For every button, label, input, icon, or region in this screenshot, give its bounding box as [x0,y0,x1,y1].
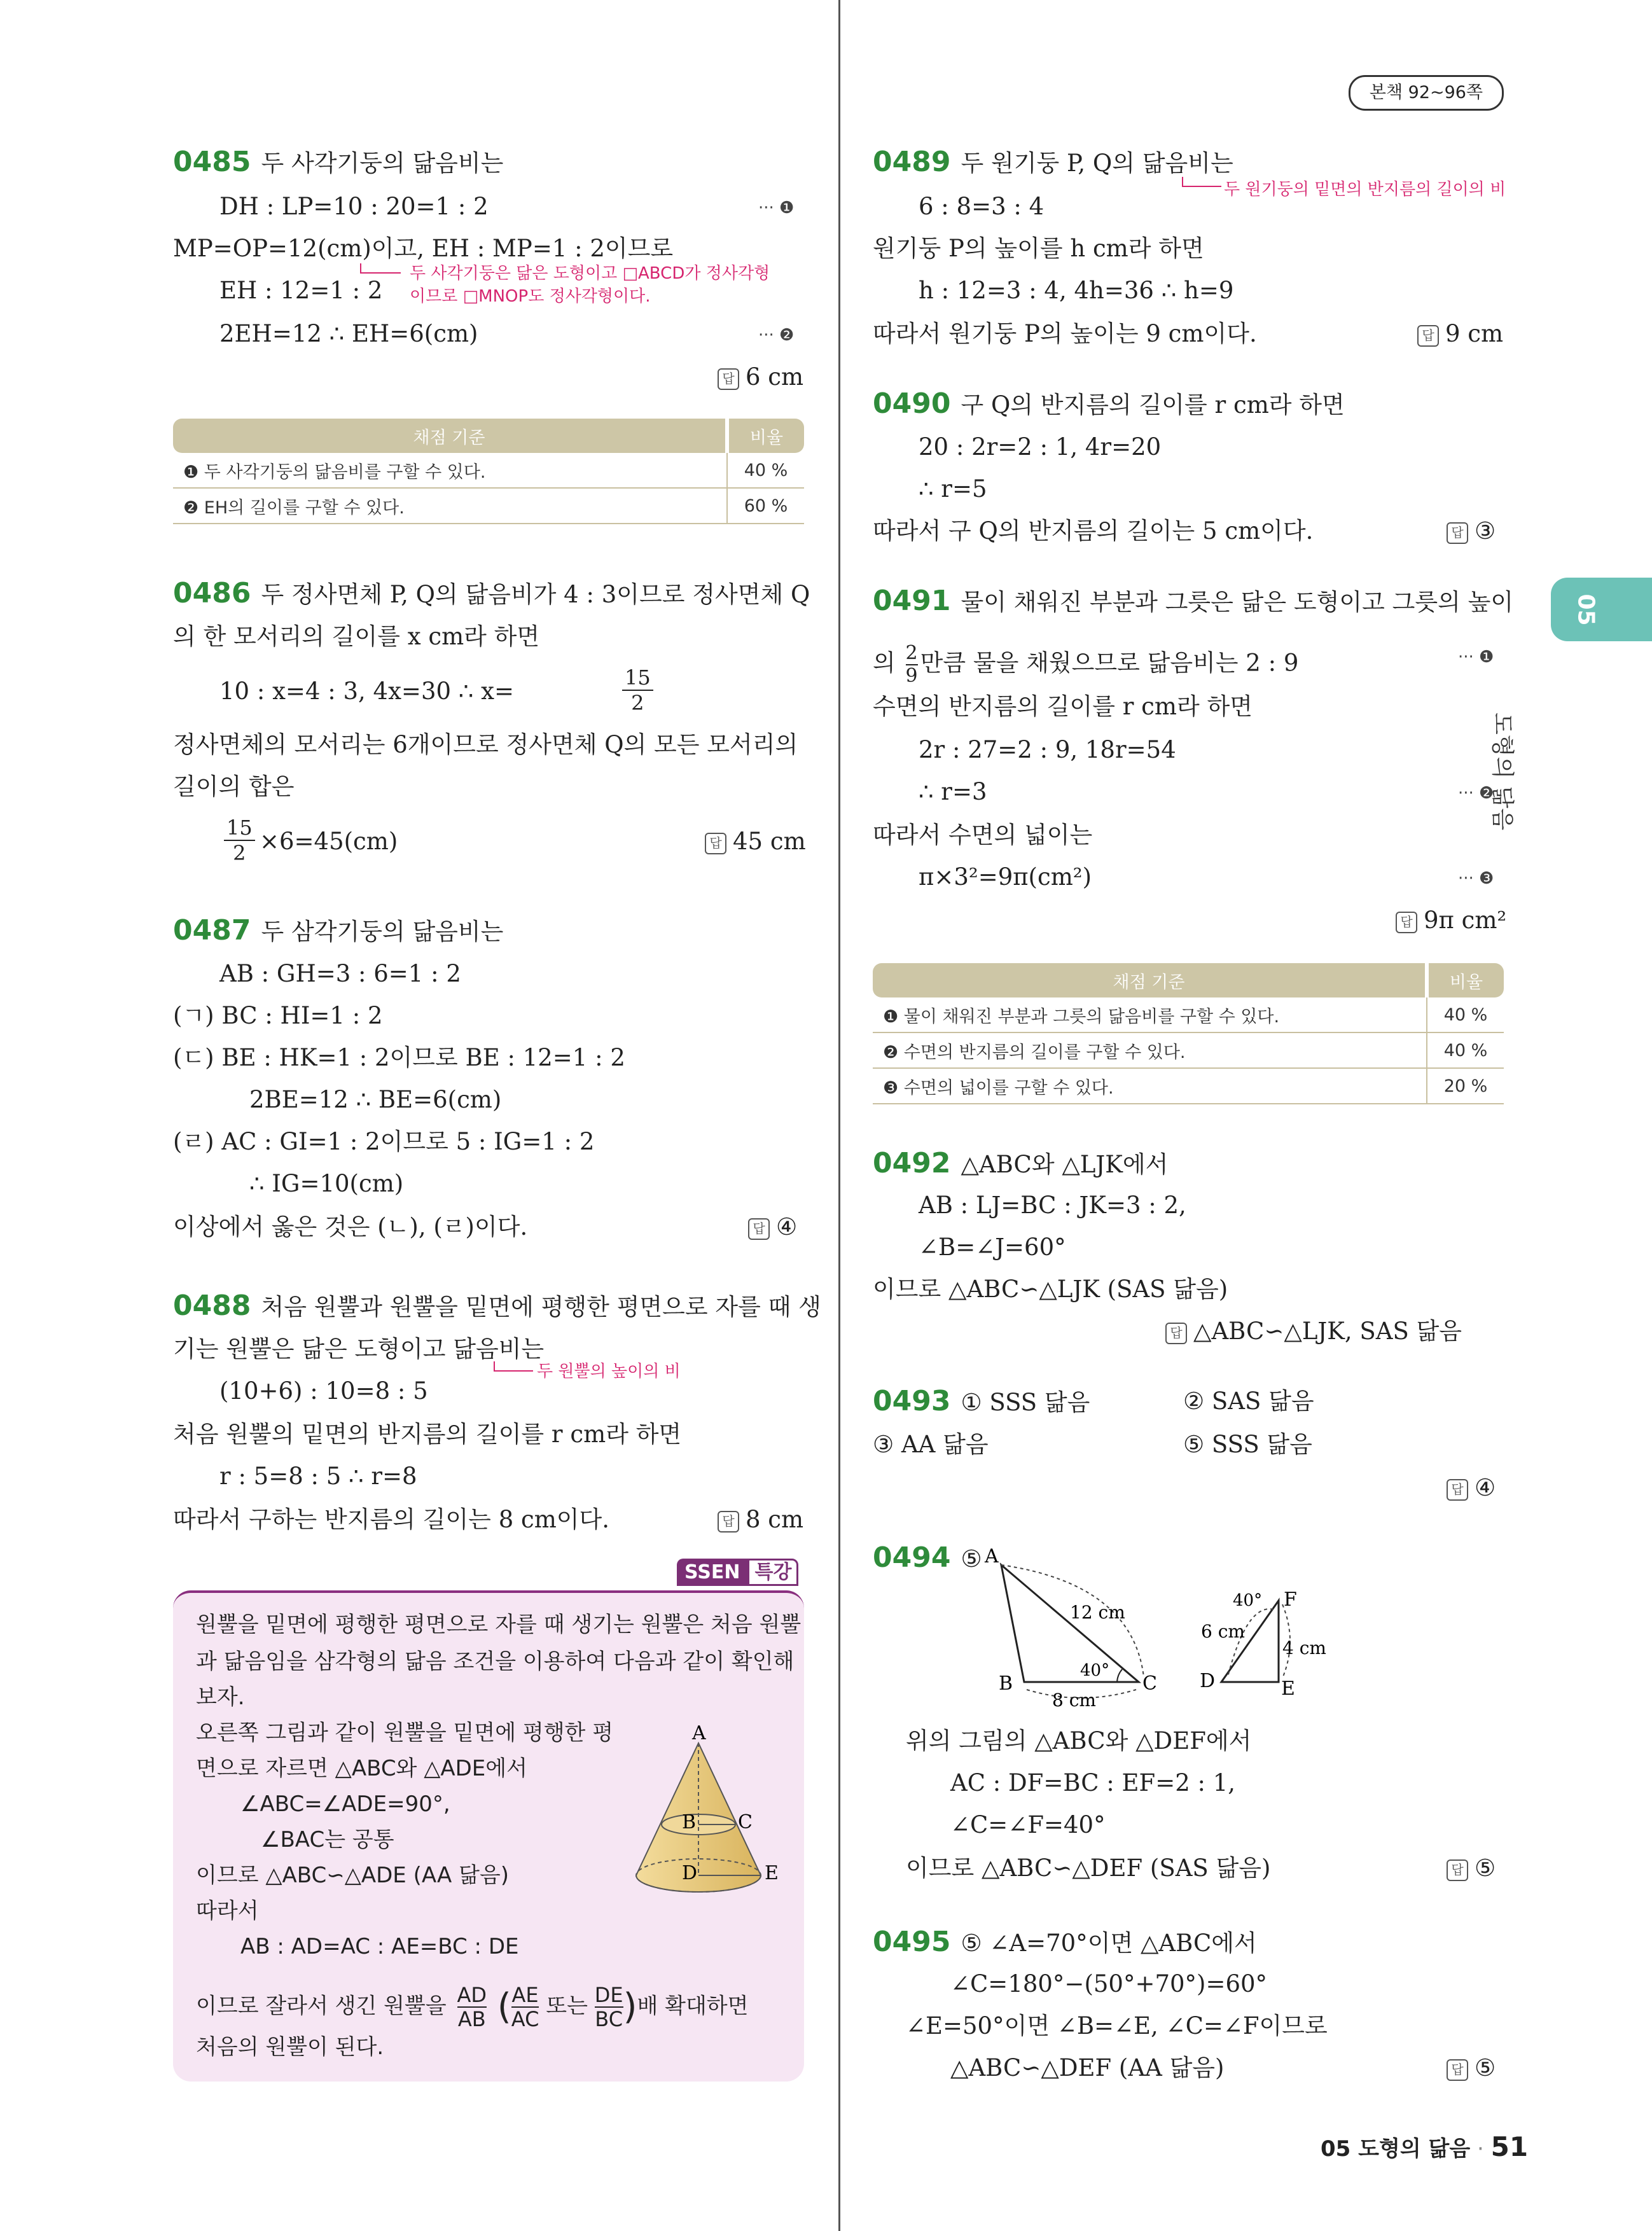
problem-number: 0493 [873,1385,951,1417]
solution-line: 수면의 반지름의 길이를 r cm라 하면 [873,693,1253,720]
solution-line: 정사면체의 모서리는 6개이므로 정사면체 Q의 모든 모서리의 [173,731,798,758]
table-row: ❶ 물이 채워진 부분과 그릇의 닮음비를 구할 수 있다. 40 % [873,997,1504,1032]
table-row: ❷ 수면의 반지름의 길이를 구할 수 있다. 40 % [873,1032,1504,1068]
solution-line: 따라서 수면의 넓이는 [873,821,1093,849]
answer: 답 45 cm [705,827,806,856]
problem-text: 물이 채워진 부분과 그릇은 닮은 도형이고 그릇의 높이 [961,588,1514,616]
solution-line: 이므로 △ABC∽△LJK (SAS 닮음) [873,1275,1228,1303]
solution-line: ∴ IG=10(cm) [249,1170,404,1197]
solution-line: 따라서 원기둥 P의 높이는 9 cm이다. [873,320,1257,347]
problem-number: 0486 [173,577,251,609]
solution-line: (ㄱ) BC : HI=1 : 2 [173,1002,383,1029]
label-d: D [1200,1670,1216,1692]
solution-line: 위의 그림의 △ABC와 △DEF에서 [906,1727,1252,1755]
solution-line: ∴ r=3 [919,778,987,805]
special-text: 오른쪽 그림과 같이 원뿔을 밑면에 평행한 평 [196,1720,614,1746]
problem-text: △ABC와 △LJK에서 [961,1151,1169,1178]
problem-0488-header [173,1291,821,1322]
chapter-side-tab [1551,578,1652,641]
solution-line: 이므로 △ABC∽△DEF (SAS 닮음) [906,1854,1271,1882]
solution-line: 기는 원뿔은 닮은 도형이고 닮음비는 [173,1335,545,1363]
problem-text: 두 정사면체 P, Q의 닮음비가 4 : 3이므로 정사면체 Q [261,581,810,608]
answer-icon: 답 [1447,2059,1468,2081]
problem-text: ⑤ ∠A=70°이면 △ABC에서 [961,1929,1257,1957]
annotation-note: 이므로 □MNOP도 정사각형이다. [410,287,651,306]
step-marker: ··· ❶ [758,198,795,218]
label-b: B [682,1811,697,1833]
solution-line: 2EH=12 ∴ EH=6(cm) [219,320,478,347]
label-f: F [1284,1588,1297,1611]
label-e: E [765,1862,779,1884]
solution-line: 의 $\frac{2}{9}$ 만큼 물을 채웠으므로 닮음비는 2 : 9 [873,642,1299,687]
solution-line: ∠E=50°이면 ∠B=∠E, ∠C=∠F이므로 [906,2012,1328,2040]
fraction: 15 2 [224,816,255,865]
table-row: ❷ EH의 길이를 구할 수 있다. 60 % [173,488,804,524]
chapter-tab-title: 도형의 닮음 [1489,712,1515,831]
problem-0489-header [873,148,1233,178]
solution-line: 따라서 구하는 반지름의 길이는 8 cm이다. [173,1506,610,1533]
annotation-pointer [1182,177,1221,187]
problem-0493-header [873,1387,1090,1417]
solution-line: 2BE=12 ∴ BE=6(cm) [249,1086,502,1113]
chapter-tab-number: 05 [1572,594,1599,626]
special-text: 보자. [196,1685,245,1710]
problem-number: 0494 [873,1541,951,1574]
table-row: ❸ 수면의 넓이를 구할 수 있다. 20 % [873,1068,1504,1104]
problem-text: 두 원기둥 P, Q의 닮음비는 [961,149,1233,177]
problem-0486-header [173,579,810,609]
special-text: 과 닮음임을 삼각형의 닮음 조건을 이용하여 다음과 같이 확인해 [196,1649,795,1674]
solution-line: △ABC∽△DEF (AA 닮음) [950,2054,1225,2082]
solution-line: AB : LJ=BC : JK=3 : 2, [919,1192,1186,1219]
step-marker: ··· ❷ [1458,784,1494,803]
problem-0494-header [873,1543,982,1574]
label-a: A [692,1724,706,1744]
answer-icon: 답 [1447,1479,1468,1501]
problem-text: ⑤ [961,1545,982,1573]
annotation-note: 두 원기둥의 밑면의 반지름의 길이의 비 [1224,180,1506,199]
table-header: 비율 [727,419,804,453]
choice-text: ② SAS 닮음 [1183,1387,1314,1415]
table-header: 채점 기준 [173,419,727,453]
problem-number: 0491 [873,585,951,617]
table-header: 채점 기준 [873,963,1427,997]
answer: 답 ④ [1447,1473,1496,1503]
problem-number: 0492 [873,1147,951,1179]
solution-line: EH : 12=1 : 2 [219,277,383,304]
problem-number: 0485 [173,146,251,178]
special-text: 이므로 △ABC∽△ADE (AA 닮음) [196,1863,510,1888]
scoring-table [873,963,1504,1104]
solution-line: π×3²=9π(cm²) [919,863,1092,891]
solution-line: 따라서 구 Q의 반지름의 길이는 5 cm이다. [873,517,1314,545]
answer-icon: 답 [1417,325,1439,347]
scoring-table [173,419,804,524]
solution-line: ∴ r=5 [919,475,987,503]
solution-line: DH : LP=10 : 20=1 : 2 [219,193,489,220]
answer-icon: 답 [1165,1323,1187,1344]
label-d: D [682,1862,698,1884]
answer: 답 △ABC∽△LJK, SAS 닮음 [1165,1317,1462,1346]
page-number: 51 [1490,2131,1529,2162]
step-marker: ··· ❷ [758,326,795,345]
special-text: 원뿔을 밑면에 평행한 평면으로 자를 때 생기는 원뿔은 처음 원뿔 [196,1612,802,1637]
answer-icon: 답 [1396,912,1417,933]
problem-text: 구 Q의 반지름의 길이를 r cm라 하면 [961,391,1345,419]
table-row: ❶ 두 사각기둥의 닮음비를 구할 수 있다. 40 % [173,453,804,488]
label-angle-f: 40° [1233,1591,1263,1610]
answer-icon: 답 [705,833,726,854]
solution-line: 이상에서 옳은 것은 (ㄴ), (ㄹ)이다. [173,1213,528,1241]
solution-line: 의 한 모서리의 길이를 x cm라 하면 [173,623,540,650]
triangle-figure [973,1539,1380,1711]
answer: 답 6 cm [718,363,803,392]
answer: 답 8 cm [718,1505,803,1534]
answer: 답 ④ [748,1213,797,1242]
answer-icon: 답 [1447,1859,1468,1881]
problem-0487-header [173,916,503,947]
answer: 답 ③ [1447,517,1496,546]
problem-number: 0487 [173,914,251,947]
answer: 답 9π cm² [1396,906,1506,935]
special-text: ∠ABC=∠ADE=90°, [240,1791,450,1817]
problem-text: 처음 원뿔과 원뿔을 밑면에 평행한 평면으로 자를 때 생 [261,1293,821,1321]
solution-line: h : 12=3 : 4, 4h=36 ∴ h=9 [919,277,1234,304]
solution-line: ∠C=∠F=40° [950,1811,1106,1838]
problem-number: 0489 [873,146,951,178]
problem-text: 두 삼각기둥의 닮음비는 [261,918,504,945]
table-header: 비율 [1427,963,1504,997]
special-text: 처음의 원뿔이 된다. [196,2034,384,2060]
special-text: 이므로 잘라서 생긴 원뿔을 $\frac{AD}{AB}$ ( $\frac{AE}{AC}$ 또는 $\frac{DE}{BC}$ )배 확대하면 [196,1983,749,2031]
solution-line: 처음 원뿔의 밑면의 반지름의 길이를 r cm라 하면 [173,1421,682,1448]
answer: 답 9 cm [1417,319,1503,349]
annotation-pointer [360,263,401,274]
problem-0485-header [173,148,503,178]
label-bc-length: 8 cm [1052,1690,1096,1711]
answer: 답 ⑤ [1447,1854,1496,1883]
cone-figure [623,1724,795,1896]
special-text: 따라서 [196,1898,259,1924]
label-b: B [999,1672,1013,1695]
answer-icon: 답 [748,1218,770,1240]
solution-line: ∠C=180°−(50°+70°)=60° [950,1970,1268,1998]
fraction: 15 2 [622,665,653,715]
solution-line: 2r : 27=2 : 9, 18r=54 [919,736,1176,763]
special-text: AB : AD=AC : AE=BC : DE [240,1934,519,1959]
solution-line: MP=OP=12(cm)이고, EH : MP=1 : 2이므로 [173,235,674,262]
answer-icon: 답 [718,1511,739,1533]
problem-number: 0495 [873,1926,951,1958]
choice-text: ⑤ SSS 닮음 [1183,1431,1312,1458]
problem-text: 두 사각기둥의 닮음비는 [261,149,504,177]
answer-icon: 답 [718,368,739,390]
choice-text: ③ AA 닮음 [873,1431,989,1458]
special-badge: SSEN 특강 [677,1556,798,1589]
column-divider [838,0,840,2231]
solution-line: AB : GH=3 : 6=1 : 2 [219,960,461,987]
step-marker: ··· ❸ [1458,869,1494,888]
special-text: 면으로 자르면 △ABC와 △ADE에서 [196,1756,527,1781]
label-c: C [1142,1672,1157,1695]
solution-line: 10 : x=4 : 3, 4x=30 ∴ x= [219,678,514,705]
label-df-length: 6 cm [1201,1621,1245,1642]
solution-line: ×6=45(cm) [260,828,398,855]
choice-text: ① SSS 닮음 [961,1389,1090,1416]
problem-0492-header [873,1149,1168,1179]
answer: 답 ⑤ [1447,2054,1496,2083]
special-text: ∠BAC는 공통 [261,1827,394,1852]
solution-line: r : 5=8 : 5 ∴ r=8 [219,1463,417,1490]
label-ef-length: 4 cm [1282,1637,1326,1658]
problem-0495-header [873,1928,1257,1958]
solution-line: ∠B=∠J=60° [919,1234,1066,1261]
footer: 05 도형의 닮음 · 51 [1321,2131,1529,2162]
problem-0490-header [873,389,1345,420]
solution-line: (10+6) : 10=8 : 5 [219,1377,428,1405]
answer-icon: 답 [1447,522,1468,544]
annotation-note: 두 원뿔의 높이의 비 [537,1362,681,1381]
solution-line: 6 : 8=3 : 4 [919,193,1045,220]
label-e: E [1281,1678,1295,1700]
book-reference-badge: 본책 92~96쪽 [1349,75,1504,111]
problem-number: 0490 [873,387,951,420]
label-ac-length: 12 cm [1070,1602,1125,1623]
annotation-note: 두 사각기둥은 닮은 도형이고 □ABCD가 정사각형 [410,264,770,283]
solution-line: 원기둥 P의 높이를 h cm라 하면 [873,235,1204,262]
step-marker: ··· ❶ [1458,648,1494,667]
problem-0491-header [873,587,1513,617]
solution-line: (ㄹ) AC : GI=1 : 2이므로 5 : IG=1 : 2 [173,1128,595,1155]
problem-number: 0488 [173,1289,251,1322]
solution-line: 20 : 2r=2 : 1, 4r=20 [919,433,1162,461]
footer-chapter: 05 도형의 닮음 [1321,2136,1471,2162]
solution-line: 길이의 합은 [173,773,295,800]
annotation-pointer [494,1361,533,1372]
solution-line: AC : DF=BC : EF=2 : 1, [950,1769,1236,1797]
solution-line: (ㄷ) BE : HK=1 : 2이므로 BE : 12=1 : 2 [173,1044,625,1071]
label-a: A [985,1545,999,1567]
label-angle-c: 40° [1080,1661,1110,1680]
label-c: C [738,1811,753,1833]
